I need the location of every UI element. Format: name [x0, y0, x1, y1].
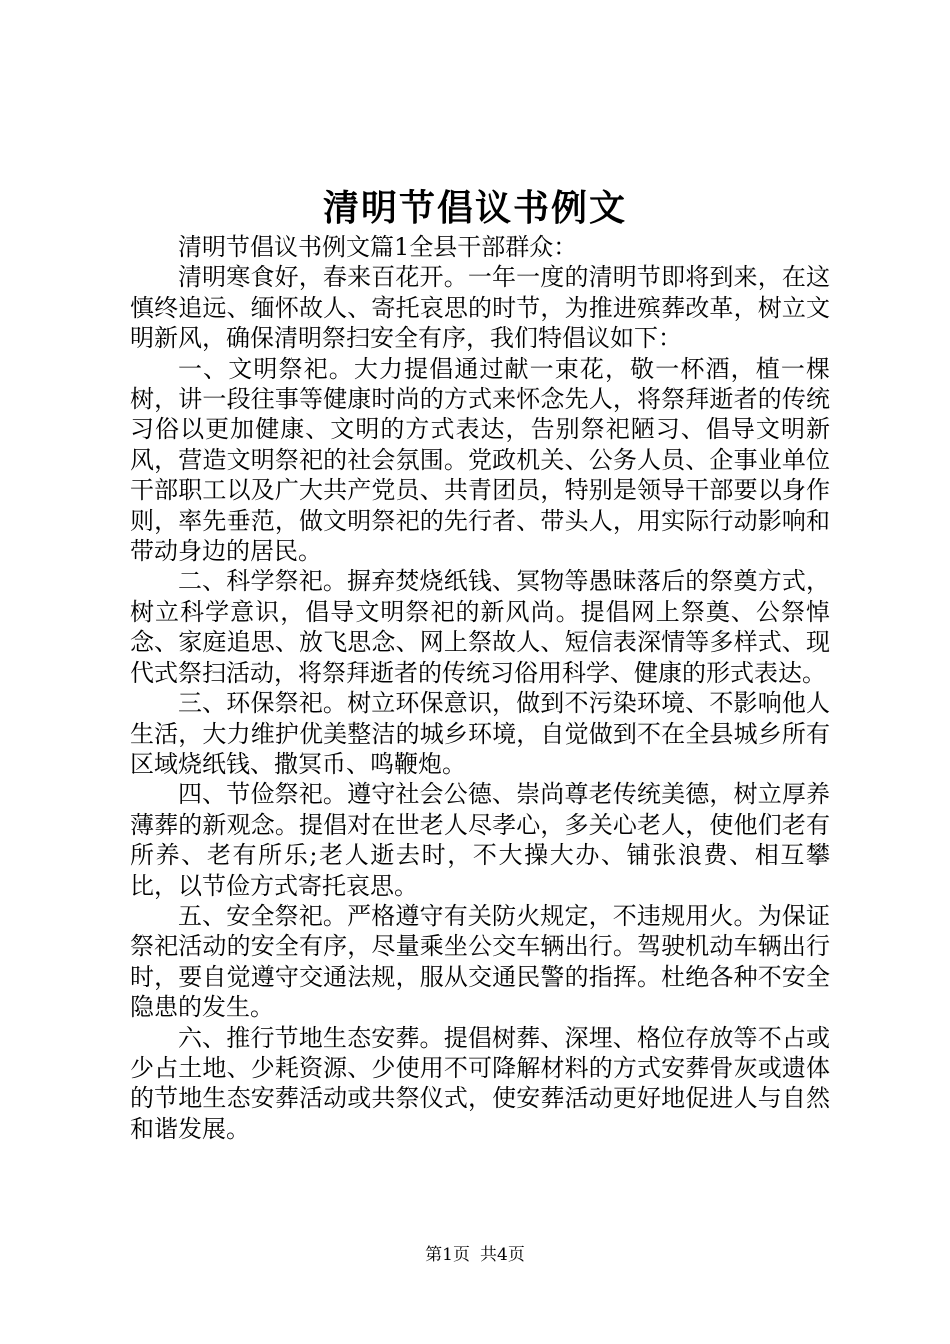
page-title: 清明节倡议书例文: [322, 187, 627, 229]
paragraph-item-1: 一、文明祭祀。大力提倡通过献一束花，敬一杯酒，植一棵树，讲一段往事等健康时尚的方式来怀念先人，将祭拜逝者的传统习俗以更加健康、文明的方式表达，告别祭祀陋习、倡导文明新风，营造文明祭祀的社会氛围。党政机关、公务人员、企事业单位干部职工以及广大共产党员、共青团员，特别是领导干部要以身作则，率先垂范，做文明祭祀的先行者、带头人，用实际行动影响和带动身边的居民。: [130, 354, 830, 566]
page-number: 第1页: [425, 1245, 470, 1265]
paragraph-item-3: 三、环保祭祀。树立环保意识，做到不污染环境、不影响他人生活，大力维护优美整洁的城乡环境，自觉做到不在全县城乡所有区域烧纸钱、撒冥币、鸣鞭炮。: [130, 689, 830, 778]
paragraph-intro: 清明寒食好，春来百花开。一年一度的清明节即将到来，在这慎终追远、缅怀故人、寄托哀思的时节，为推进殡葬改革，树立文明新风，确保清明祭扫安全有序，我们特倡议如下：: [130, 263, 830, 353]
paragraph-item-6: 六、推行节地生态安葬。提倡树葬、深埋、格位存放等不占或少占土地、少耗资源、少使用不可降解材料的方式安葬骨灰或遗体的节地生态安葬活动或共祭仪式，使安葬活动更好地促进人与自然和谐发展。: [130, 1023, 830, 1143]
paragraph-salutation: 清明节倡议书例文篇1全县干部群众：: [178, 233, 578, 261]
paragraph-item-2: 二、科学祭祀。摒弃焚烧纸钱、冥物等愚昧落后的祭奠方式，树立科学意识，倡导文明祭祀的新风尚。提倡网上祭奠、公祭悼念、家庭追思、放飞思念、网上祭故人、短信表深情等多样式、现代式祭扫活动，将祭拜逝者的传统习俗用科学、健康的形式表达。: [130, 567, 830, 687]
paragraph-item-5: 五、安全祭祀。严格遵守有关防火规定，不违规用火。为保证祭祀活动的安全有序，尽量乘坐公交车辆出行。驾驶机动车辆出行时，要自觉遵守交通法规，服从交通民警的指挥。杜绝各种不安全隐患的发生。: [130, 901, 830, 1022]
page-total: 共4页: [480, 1245, 525, 1265]
document-body: [130, 232, 830, 1144]
paragraph-item-4: 四、节俭祭祀。遵守社会公德、崇尚尊老传统美德，树立厚养薄葬的新观念。提倡对在世老人尽孝心，多关心老人，使他们老有所养、老有所乐;老人逝去时，不大操大办、铺张浪费、相互攀比，以节俭方式寄托哀思。: [130, 780, 830, 900]
page-footer: [0, 1243, 950, 1267]
